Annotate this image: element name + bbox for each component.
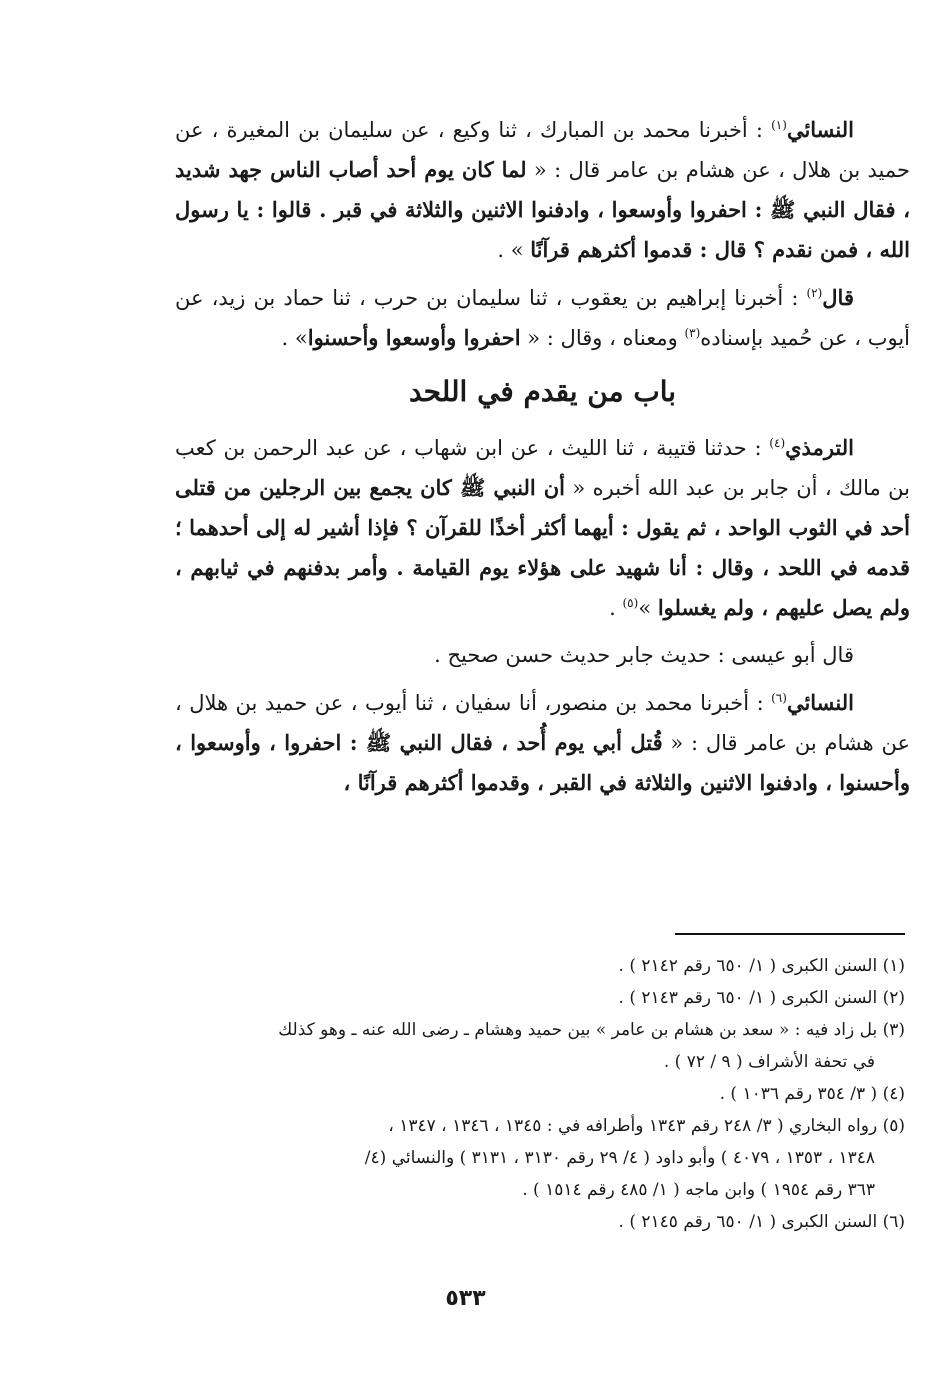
isnad-text: : حدثنا قتيبة ، ثنا الليث ، عن ابن شهاب ، عن عبد الرحمن بن كعب بن مالك ، أن جابر بن عبد الله أخبره « xyxy=(175,436,910,500)
footnote-2: (٢) السنن الكبرى ( ١/ ٦٥٠ رقم ٢١٤٣ ) . xyxy=(618,988,905,1008)
isnad-text: : أخبرنا إبراهيم بن يعقوب ، ثنا سليمان بن حرب ، ثنا حماد بن زيد، عن أيوب ، عن حُميد بإسناده xyxy=(175,286,910,350)
footnote-4: (٤) ( ٣/ ٣٥٤ رقم ١٠٣٦ ) . xyxy=(719,1084,905,1104)
source-name: الترمذي xyxy=(785,435,854,460)
footnote-3-line-1: (٣) بل زاد فيه : « سعد بن هشام بن عامر » بين حميد وهشام ـ رضى الله عنه ـ وهو كذلك xyxy=(278,1020,905,1040)
closing-quote: » xyxy=(638,596,658,620)
footnote-ref: (٣) xyxy=(684,326,701,340)
footnote-3-line-2: في تحفة الأشراف ( ٩ / ٧٢ ) . xyxy=(663,1052,875,1072)
closing-quote: » . xyxy=(281,326,308,350)
footnote-ref: (١) xyxy=(771,118,787,132)
isnad-text: ومعناه ، وقال : « xyxy=(520,326,685,350)
source-name: قال xyxy=(822,285,854,310)
footnote-1: (١) السنن الكبرى ( ١/ ٦٥٠ رقم ٢١٤٢ ) . xyxy=(618,956,905,976)
closing-dot: . xyxy=(609,596,623,620)
footnote-5-line-2: ١٣٤٨ ، ١٣٥٣ ، ٤٠٧٩ ) وأبو داود ( ٤/ ٢٩ رقم ٣١٣٠ ، ٣١٣١ ) والنسائي (٤/ xyxy=(364,1148,875,1168)
footnote-ref: (٢) xyxy=(806,286,823,300)
footnote-6: (٦) السنن الكبرى ( ١/ ٦٥٠ رقم ٢١٤٥ ) . xyxy=(618,1212,905,1232)
source-name: النسائي xyxy=(786,117,854,142)
footnote-ref: (٦) xyxy=(771,691,787,705)
closing-quote: » . xyxy=(497,238,531,262)
source-name: النسائي xyxy=(786,690,854,715)
footnote-5 xyxy=(160,1110,905,1206)
hadith-matn: لما كان يوم أحد أصاب الناس جهد شديد ، فقال النبي ﷺ : احفروا وأوسعوا ، وادفنوا الاثنين والثلاثة في قبر . قالوا : يا رسول الله ، فمن نقدم ؟ قال : قدموا أكثرهم قرآنًا xyxy=(175,157,910,262)
isnad-text: : أخبرنا محمد بن المبارك ، ثنا وكيع ، عن سليمان بن المغيرة ، عن حميد بن هلال ، عن هشام بن عامر قال : « xyxy=(175,118,910,182)
main-text xyxy=(175,110,910,811)
page-number: ٥٣٣ xyxy=(445,1286,486,1311)
grading-text: قال أبو عيسى : حديث جابر حديث حسن صحيح . xyxy=(434,643,854,667)
hadith-matn: أن النبي ﷺ كان يجمع بين الرجلين من قتلى أحد في الثوب الواحد ، ثم يقول : أيهما أكثر أخذًا للقرآن ؟ فإذا أشير له إلى أحدهما ؛ قدمه في اللحد ، وقال : أنا شهيد على هؤلاء يوم القيامة . وأمر بدفنهم في ثيابهم ، ولم يصل عليهم ، ولم يغسلوا xyxy=(175,475,910,620)
hadith-matn: احفروا وأوسعوا وأحسنوا xyxy=(307,325,521,350)
paragraph-qal xyxy=(175,278,910,358)
paragraph-abu-isa xyxy=(175,636,910,675)
footnote-5-line-1: (٥) رواه البخاري ( ٣/ ٢٤٨ رقم ١٣٤٣ وأطرافه في : ١٣٤٥ ، ١٣٤٦ ، ١٣٤٧ ، xyxy=(388,1116,905,1136)
footnote-ref: (٥) xyxy=(622,596,639,610)
paragraph-tirmidhi xyxy=(175,428,910,628)
hadith-matn: قُتل أبي يوم أُحد ، فقال النبي ﷺ : احفروا ، وأوسعوا ، وأحسنوا ، وادفنوا الاثنين والثلاثة في القبر ، وقدموا أكثرهم قرآنًا ، xyxy=(175,730,910,795)
footnote-ref: (٤) xyxy=(769,436,786,450)
footnote-5-line-3: ٣٦٣ رقم ١٩٥٤ ) وابن ماجه ( ١/ ٤٨٥ رقم ١٥١٤ ) . xyxy=(522,1180,875,1200)
footnotes xyxy=(160,950,905,1238)
paragraph-nasai-1 xyxy=(175,110,910,270)
paragraph-nasai-2 xyxy=(175,683,910,803)
footnote-divider xyxy=(675,933,905,935)
footnote-3 xyxy=(160,1014,905,1078)
isnad-text: : أخبرنا محمد بن منصور، أنا سفيان ، ثنا أيوب ، عن حميد بن هلال ، عن هشام بن عامر قال : « xyxy=(175,691,910,755)
section-heading: باب من يقدم في اللحد xyxy=(408,375,677,408)
